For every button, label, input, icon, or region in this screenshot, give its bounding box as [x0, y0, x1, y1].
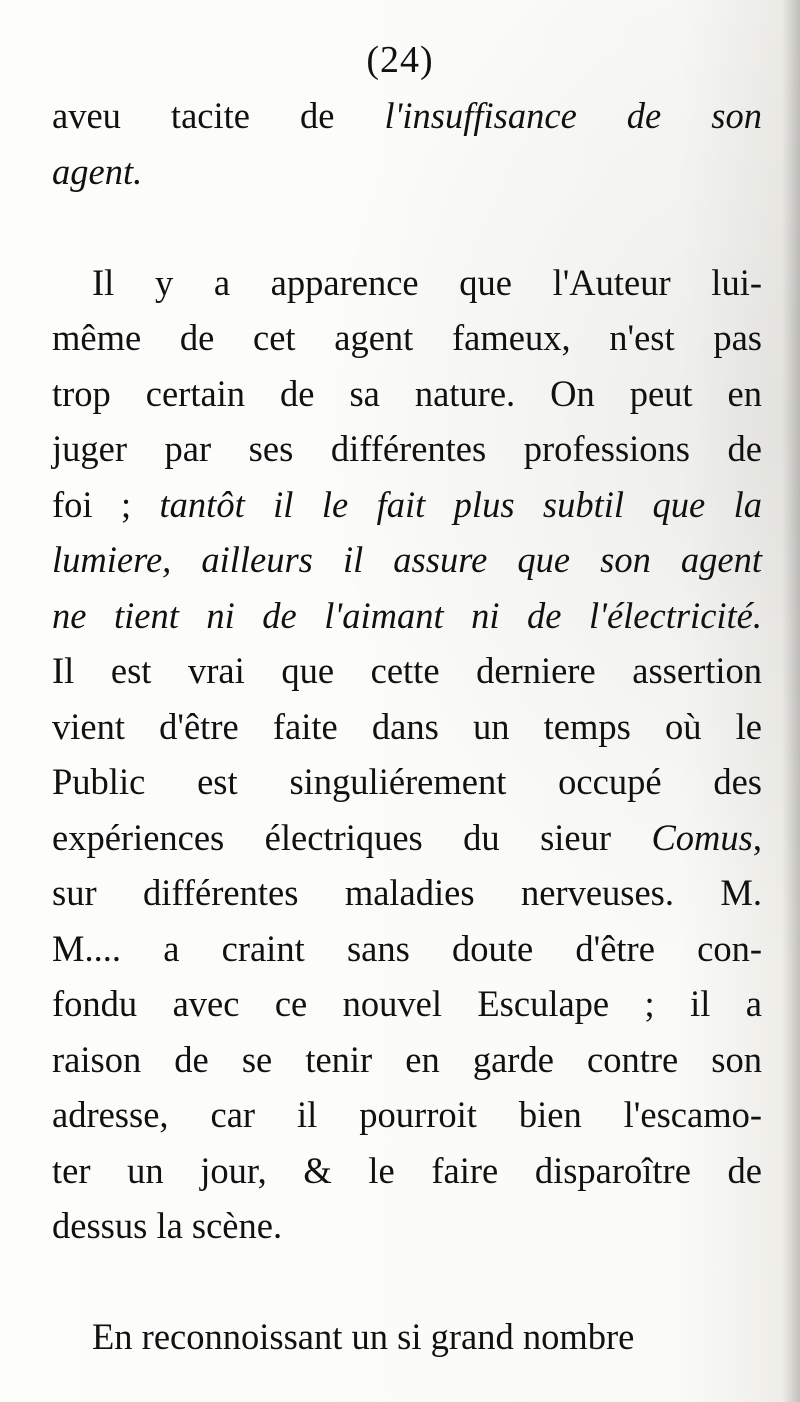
text-line [52, 88, 762, 144]
text-line [52, 255, 762, 311]
roman-text: expériences électriques du sieur [52, 816, 652, 858]
roman-text: Public est singuliérement occupé des [52, 761, 762, 802]
text-line [52, 1087, 762, 1143]
text-line [52, 1309, 762, 1365]
italic-text: ne tient ni de l'aimant ni de l'électricité. [52, 594, 762, 636]
roman-text: aveu tacite de [52, 95, 385, 136]
roman-text: , [752, 816, 762, 858]
text-line [52, 310, 762, 366]
roman-text: dessus la scène. [52, 1205, 283, 1246]
roman-text: Il y a apparence que l'Auteur lui- [92, 261, 762, 303]
italic-text: tantôt il le fait plus subtil que la [159, 483, 762, 525]
italic-text: Comus [651, 816, 753, 858]
text-line [52, 144, 762, 200]
text-line [52, 421, 762, 477]
text-line [52, 976, 762, 1032]
roman-text: juger par ses différentes professions de [52, 428, 762, 469]
text-line [52, 921, 762, 977]
text-line [52, 366, 762, 422]
italic-text: agent. [52, 150, 143, 192]
italic-text: lumiere, ailleurs il assure que son agent [52, 539, 762, 580]
roman-text: raison de se tenir en garde contre son [52, 1038, 762, 1080]
page-edge-shadow [782, 0, 800, 1402]
text-line [52, 1143, 762, 1199]
text-line [52, 754, 762, 810]
paragraph-gap [52, 199, 762, 255]
roman-text: En reconnoissant un si grand nombre [92, 1316, 635, 1357]
roman-text: fondu avec ce nouvel Esculape ; il a [52, 983, 762, 1024]
body-text [52, 88, 762, 1365]
paragraph [52, 255, 762, 1254]
text-line [52, 699, 762, 755]
roman-text: Il est vrai que cette derniere assertion [52, 650, 762, 691]
text-line [52, 1032, 762, 1088]
roman-text: ter un jour, & le faire disparoître de [52, 1149, 762, 1191]
paragraph-gap [52, 1254, 762, 1310]
paragraph [52, 1309, 762, 1365]
roman-text: M.... a craint sans doute d'être con- [52, 927, 762, 969]
text-line [52, 1198, 762, 1254]
page-number: (24) [366, 39, 434, 81]
text-line [52, 643, 762, 699]
paragraph [52, 88, 762, 199]
text-line [52, 477, 762, 533]
roman-text: adresse, car il pourroit bien l'escamo- [52, 1094, 762, 1135]
italic-text: l'insuffisance de son [384, 95, 762, 136]
text-line [52, 532, 762, 588]
text-line [52, 810, 762, 866]
text-line [52, 588, 762, 644]
text-line [52, 865, 762, 921]
roman-text: foi ; [52, 483, 160, 525]
roman-text: sur différentes maladies nerveuses. M. [52, 872, 762, 913]
roman-text: trop certain de sa nature. On peut en [52, 372, 762, 414]
roman-text: même de cet agent fameux, n'est pas [52, 317, 762, 358]
roman-text: vient d'être faite dans un temps où le [52, 705, 762, 747]
